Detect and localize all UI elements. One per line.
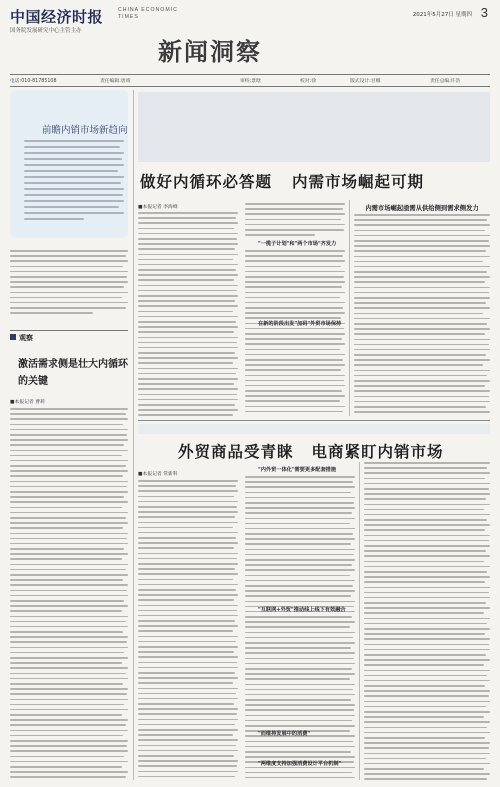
credit-review: 审校:景晗 xyxy=(240,79,261,84)
observation-label: 观察 xyxy=(19,333,33,342)
story2-banner-image xyxy=(138,424,490,434)
masthead-rule-bottom xyxy=(10,86,490,87)
story1-column-divider xyxy=(349,200,350,416)
story1-col2-text-top xyxy=(245,203,345,237)
section-marker-icon xyxy=(10,334,16,340)
story2-headline xyxy=(178,440,444,462)
story1-headline-b: 内需市场崛起可期 xyxy=(292,172,425,191)
newspaper-logo-english: CHINA ECONOMIC TIMES xyxy=(118,7,178,20)
guide-title: 前瞻内销市场新趋向 xyxy=(42,125,128,136)
publisher-line: 国务院发展研究中心主管主办 xyxy=(10,28,82,34)
guide-box xyxy=(10,90,128,238)
left-column xyxy=(10,90,128,780)
story2-col3-text xyxy=(364,462,490,780)
column-divider xyxy=(133,90,134,780)
story2-headline-b: 电商紧盯内销市场 xyxy=(311,442,444,461)
credit-editor: 责任编辑:唐靖 xyxy=(100,79,131,84)
observation-title: 激活需求侧是壮大内循环的关键 xyxy=(18,359,128,387)
story1-banner-image xyxy=(138,92,490,162)
newspaper-logo: 中国经济时报 xyxy=(10,8,104,26)
story2-subhead-b: "互联网+外贸"推动线上线下有效融合 xyxy=(258,607,346,613)
story1-col1-text xyxy=(138,212,238,416)
story2-column-divider xyxy=(359,462,360,780)
credits-bar xyxy=(10,77,490,85)
observation-article-text xyxy=(10,408,128,780)
story1-right-title: 内需市场崛起亟需从供给侧到需求侧发力 xyxy=(365,205,479,212)
story-divider xyxy=(138,420,490,421)
issue-date: 2021年5月27日 星期四 xyxy=(412,12,472,18)
story2-subhead-c: "而维持发展中的消费" xyxy=(258,731,311,737)
story1-col2-text xyxy=(245,250,345,416)
page-number: 3 xyxy=(480,5,488,20)
story1-col3-text xyxy=(354,214,490,416)
masthead-rule xyxy=(10,74,490,75)
story2-subhead-d: "两维度支持加强消费设计平台机制" xyxy=(258,761,342,767)
credit-design: 版式设计:甘娜 xyxy=(350,79,381,84)
credit-chief: 责任总编:许浩 xyxy=(430,79,461,84)
story1-subhead-c: 在新的阶段出发"加码"外贸市场保持 xyxy=(258,321,342,327)
observation-byline: ■本报记者 曹莉 xyxy=(10,400,45,405)
credit-proof: 校对:徐 xyxy=(300,79,317,84)
section-title: 新闻洞察 xyxy=(158,37,262,66)
story1-headline xyxy=(140,170,490,192)
guide-body-text xyxy=(24,140,124,232)
story2-col1-text xyxy=(138,480,238,780)
story1-subhead-a: "一揽子计划"和"两个市场"齐发力 xyxy=(258,241,337,247)
story2-subhead-a: "内外贸一体化"需要更多配套措施 xyxy=(258,467,337,473)
guide-continuation-text xyxy=(10,250,128,322)
story1-headline-a: 做好内循环必答题 xyxy=(140,172,273,191)
story2-byline: ■本报记者 常新科 xyxy=(138,472,178,477)
credit-tel: 电话:010-81785108 xyxy=(10,79,57,84)
story1-byline: ■本报记者 李海峰 xyxy=(138,205,178,210)
observation-header xyxy=(10,330,128,340)
story2-headline-a: 外贸商品受青睐 xyxy=(178,442,294,461)
